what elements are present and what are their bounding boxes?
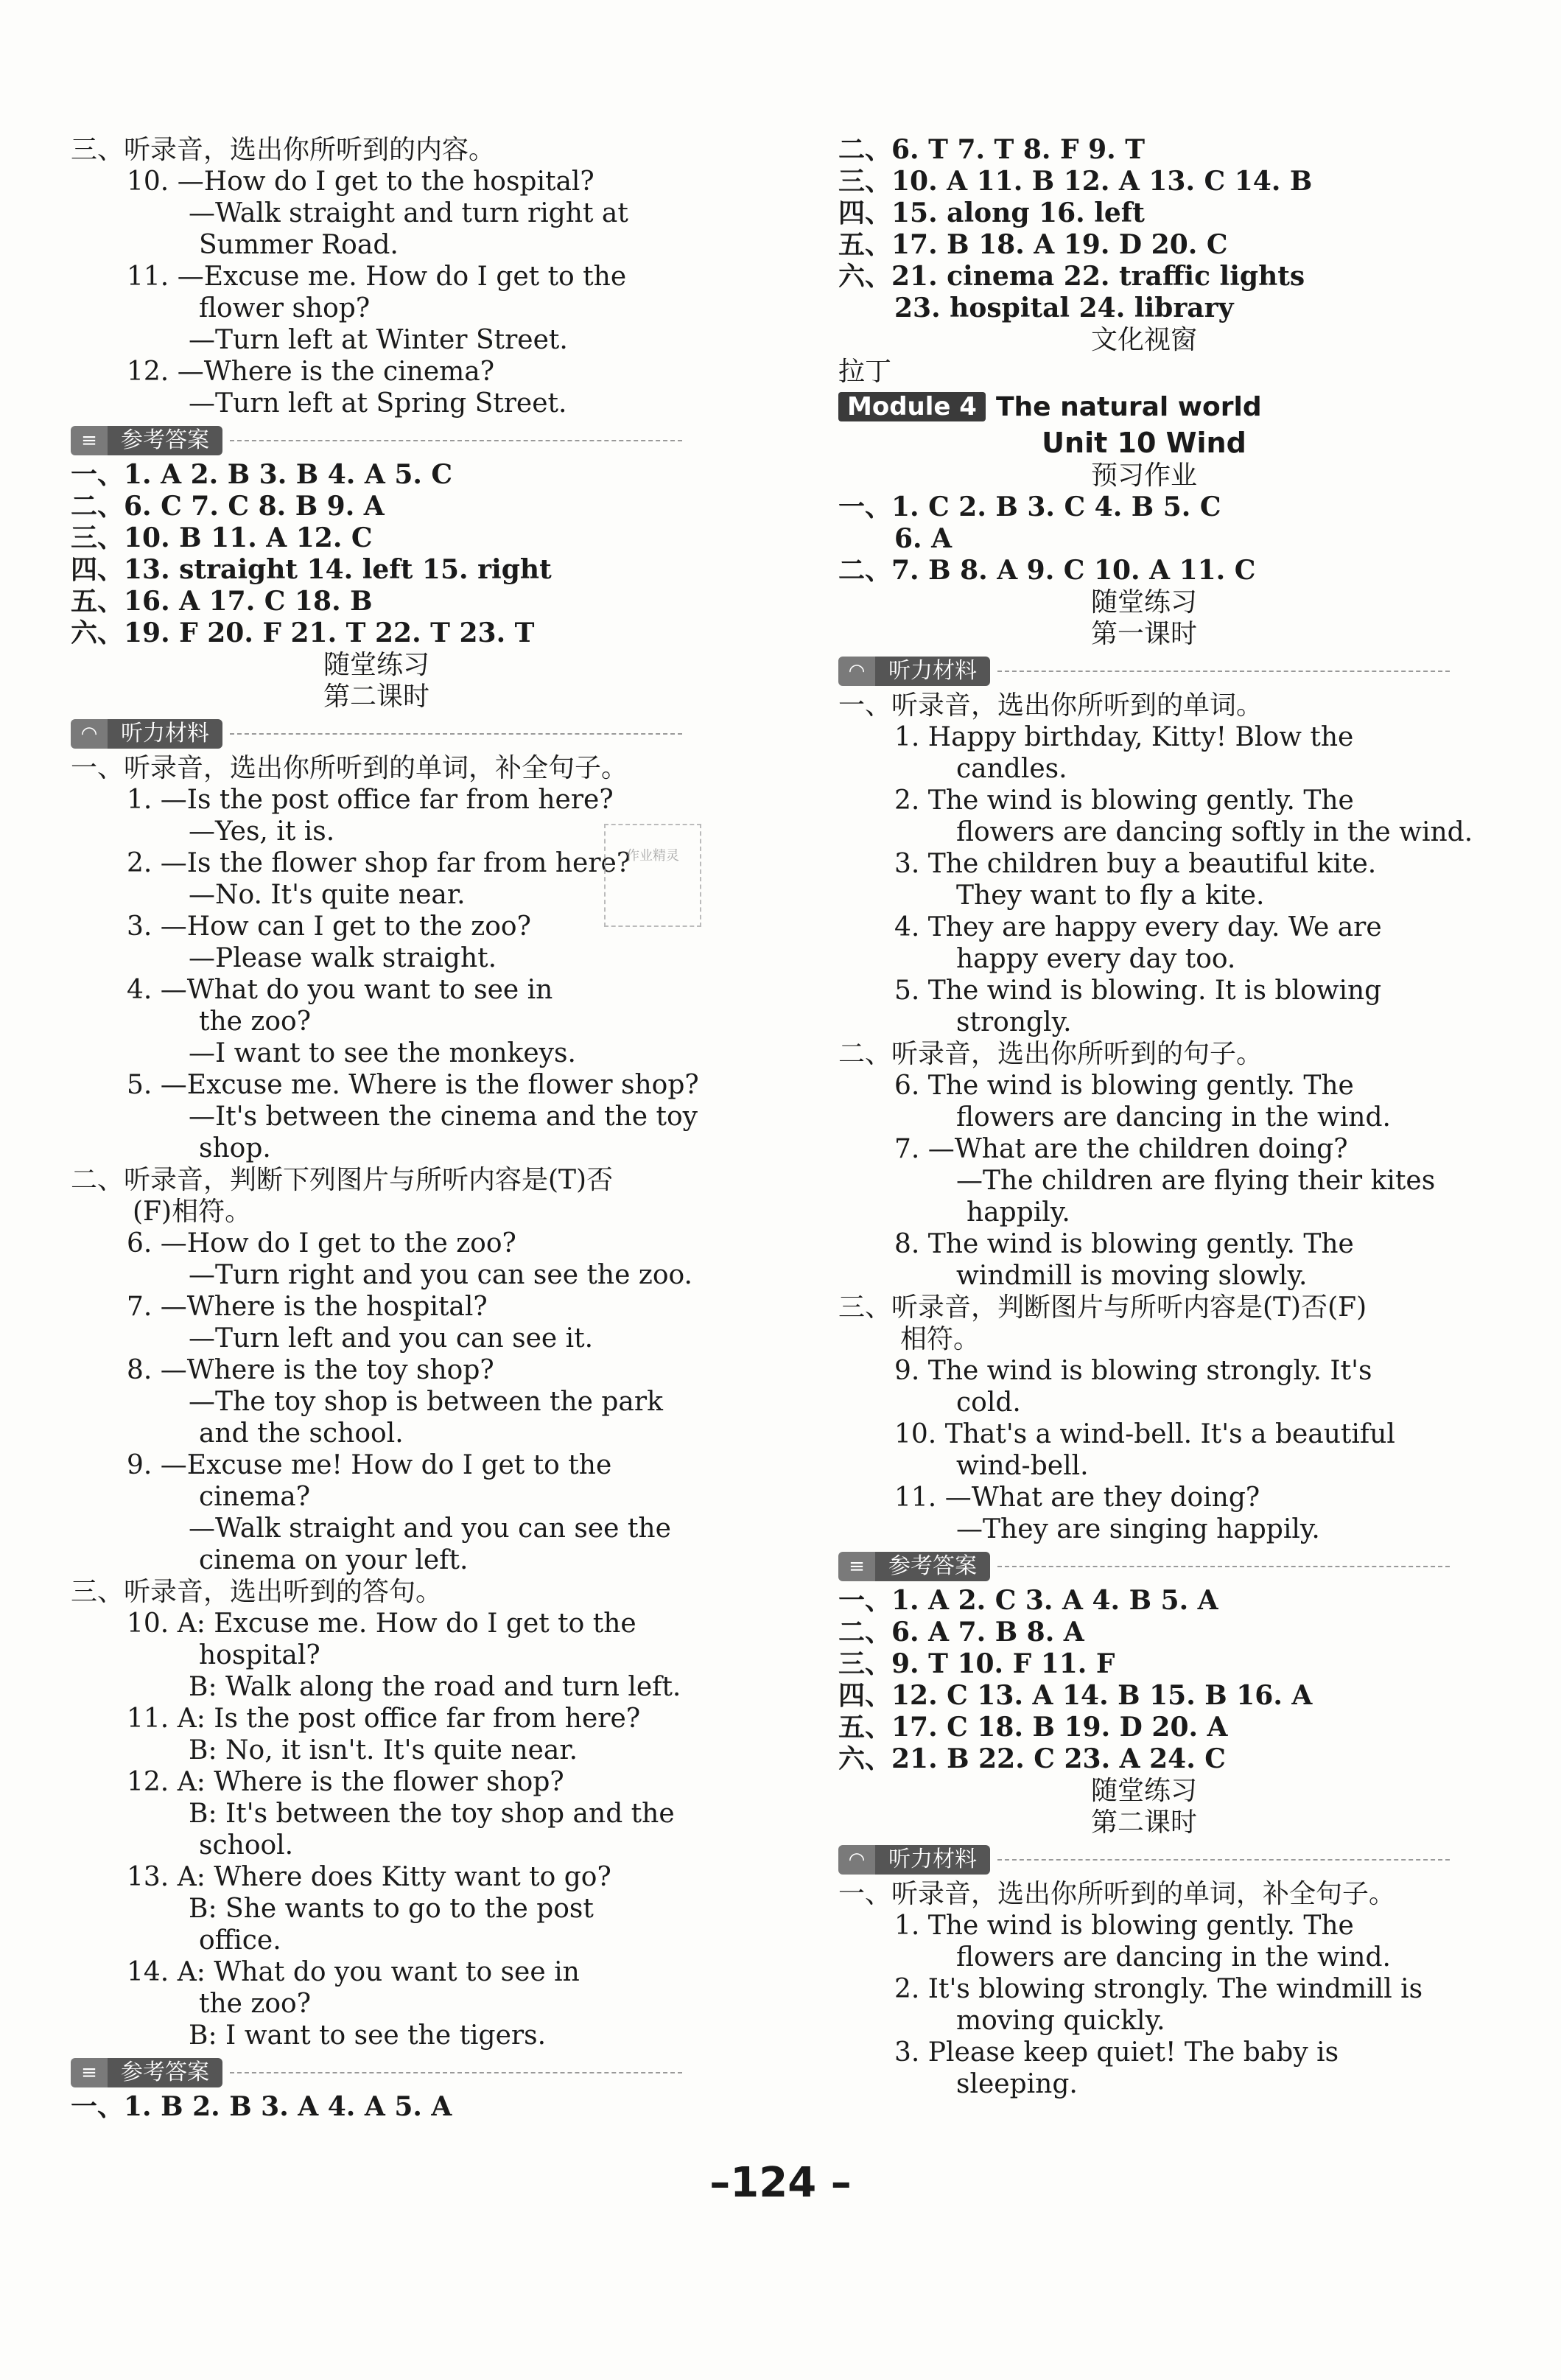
text-line: the zoo? [199,1007,312,1037]
dashed-divider [997,1566,1450,1567]
text-line: 预习作业 [1090,461,1197,491]
text-line: 二、听录音，选出你所听到的句子。 [838,1039,1263,1069]
section-label [838,654,1450,688]
text-line: 3. Please keep quiet! The baby is [894,2037,1339,2068]
text-line: 10. That's a wind-bell. It's a beautiful [894,1419,1395,1449]
text-line: 13. A: Where does Kitty want to go? [127,1862,611,1892]
text-line: 6. —How do I get to the zoo? [127,1228,516,1259]
watermark-stamp [604,824,701,927]
text-line: 四、13. straight 14. left 15. right [71,554,552,585]
section-label-text: 参考答案 [108,2058,222,2087]
text-line: —Please walk straight. [189,943,497,973]
text-line: 四、12. C 13. A 14. B 15. B 16. A [838,1680,1313,1711]
page-number: –124 – [709,2159,852,2207]
text-line: 第二课时 [1090,1807,1197,1838]
text-line: 1. Happy birthday, Kitty! Blow the [894,722,1354,752]
text-line: 三、10. B 11. A 12. C [71,522,373,553]
text-line: 三、听录音，选出听到的答句。 [71,1577,443,1607]
left-column [71,134,699,2123]
text-line: —Yes, it is. [189,816,335,847]
text-line: school. [199,1830,294,1861]
text-line: 11. —Excuse me. How do I get to the [127,262,627,292]
text-line: (F)相符。 [133,1197,252,1227]
text-line: the zoo? [199,1989,312,2019]
text-line: hospital? [199,1640,320,1670]
text-line: flowers are dancing softly in the wind. [956,817,1473,847]
text-line: 三、听录音，选出你所听到的内容。 [71,135,496,165]
dashed-divider [230,2072,682,2073]
section-label [838,1843,1450,1877]
text-line: 一、1. A 2. C 3. A 4. B 5. A [838,1585,1218,1616]
text-line: 第一课时 [1090,619,1197,649]
section-label-text: 听力材料 [108,719,222,749]
text-line: windmill is moving slowly. [956,1261,1308,1291]
text-line: 2. The wind is blowing gently. The [894,785,1354,816]
module-heading [838,389,1450,424]
text-line: moving quickly. [956,2006,1165,2036]
text-line: They want to fly a kite. [956,881,1265,911]
text-line: 10. A: Excuse me. How do I get to the [127,1609,636,1639]
text-line: wind-bell. [956,1451,1089,1481]
text-line: 23. hospital 24. library [894,293,1234,323]
text-line: —Turn left at Winter Street. [189,325,568,355]
text-line: B: No, it isn't. It's quite near. [189,1735,578,1765]
text-line: 拉丁 [838,357,892,387]
text-line: 二、7. B 8. A 9. C 10. A 11. C [838,555,1256,586]
text-line: 二、6. C 7. C 8. B 9. A [71,491,385,522]
text-line: B: She wants to go to the post [189,1894,594,1924]
headphones-icon: ◠ [838,1845,875,1875]
text-line: 1. The wind is blowing gently. The [894,1911,1354,1941]
dashed-divider [230,440,682,441]
text-line: —Walk straight and you can see the [189,1513,671,1544]
text-line: 7. —Where is the hospital? [127,1292,488,1322]
text-line: 一、1. A 2. B 3. B 4. A 5. C [71,459,453,490]
section-label-text: 参考答案 [875,1552,990,1581]
dashed-divider [997,671,1450,672]
text-line: 7. —What are the children doing? [894,1134,1348,1164]
text-line: 五、17. C 18. B 19. D 20. A [838,1712,1228,1743]
dashed-divider [230,733,682,735]
text-line: 一、1. C 2. B 3. C 4. B 5. C [838,491,1221,522]
text-line: —Turn left at Spring Street. [189,388,567,419]
text-line: 四、15. along 16. left [838,197,1145,228]
stamp-text: 作业精灵 [626,848,679,864]
text-line: B: I want to see the tigers. [189,2020,547,2051]
text-line: 随堂练习 [323,650,429,680]
dashed-divider [997,1859,1450,1861]
text-line: 二、6. A 7. B 8. A [838,1617,1084,1648]
text-line: 10. —How do I get to the hospital? [127,167,594,197]
text-line: 随堂练习 [1090,587,1197,617]
text-line: 三、10. A 11. B 12. A 13. C 14. B [838,166,1313,197]
text-line: cinema on your left. [199,1545,469,1575]
text-line: 6. A [894,523,953,554]
module-title: The natural world [995,391,1262,422]
text-line: cinema? [199,1482,311,1512]
text-line: —No. It's quite near. [189,880,466,910]
text-line: 文化视窗 [1090,325,1197,355]
text-line: 9. —Excuse me! How do I get to the [127,1450,612,1480]
text-line: B: It's between the toy shop and the [189,1799,675,1829]
text-line: strongly. [956,1007,1072,1037]
text-line: 一、1. B 2. B 3. A 4. A 5. A [71,2091,452,2122]
text-line: 14. A: What do you want to see in [127,1957,580,1987]
module-badge: Module 4 [838,392,986,421]
text-line: 11. A: Is the post office far from here? [127,1704,641,1734]
text-line: —I want to see the monkeys. [189,1038,576,1068]
answer-icon: ≡ [71,2058,108,2087]
text-line: and the school. [199,1418,404,1449]
text-line: candles. [956,754,1067,784]
section-label [71,424,682,458]
text-line: 六、21. cinema 22. traffic lights [838,261,1305,292]
text-line: —The toy shop is between the park [189,1387,663,1417]
text-line: 二、听录音，判断下列图片与所听内容是(T)否 [71,1165,614,1195]
text-line: 六、21. B 22. C 23. A 24. C [838,1743,1226,1774]
text-line: 1. —Is the post office far from here? [127,785,614,815]
text-line: 第二课时 [323,682,429,712]
section-label-text: 听力材料 [875,657,990,686]
text-line: 随堂练习 [1090,1776,1197,1806]
text-line: 12. —Where is the cinema? [127,357,495,387]
text-line: 4. —What do you want to see in [127,975,553,1005]
text-line: happy every day too. [956,944,1236,974]
text-line: 一、听录音，选出你所听到的单词，补全句子。 [838,1879,1396,1909]
text-line: 2. —Is the flower shop far from here? [127,848,631,878]
text-line: —It's between the cinema and the toy [189,1102,698,1132]
text-line: 2. It's blowing strongly. The windmill is [894,1974,1423,2004]
text-line: sleeping. [956,2069,1078,2099]
section-label [71,717,682,751]
unit-title: Unit 10 Wind [1042,427,1246,459]
text-line: shop. [199,1133,271,1163]
text-line: office. [199,1925,281,1956]
text-line: 六、19. F 20. F 21. T 22. T 23. T [71,617,535,648]
text-line: 12. A: Where is the flower shop? [127,1767,564,1797]
text-line: 11. —What are they doing? [894,1483,1260,1513]
answer-icon: ≡ [838,1552,875,1581]
text-line: 相符。 [900,1324,981,1354]
text-line: 5. The wind is blowing. It is blowing [894,976,1382,1006]
headphones-icon: ◠ [71,719,108,749]
text-line: 8. The wind is blowing gently. The [894,1229,1354,1259]
text-line: 8. —Where is the toy shop? [127,1355,494,1385]
right-column [838,134,1473,2100]
text-line: 五、17. B 18. A 19. D 20. C [838,229,1228,260]
text-line: flowers are dancing in the wind. [956,1942,1391,1973]
text-line: flowers are dancing in the wind. [956,1102,1391,1133]
text-line: 二、6. T 7. T 8. F 9. T [838,134,1145,165]
text-line: —Turn left and you can see it. [189,1323,594,1354]
text-line: 三、听录音，判断图片与所听内容是(T)否(F) [838,1292,1367,1323]
text-line: 9. The wind is blowing strongly. It's [894,1356,1372,1386]
text-line: 一、听录音，选出你所听到的单词。 [838,690,1263,721]
text-line: 3. The children buy a beautiful kite. [894,849,1377,879]
section-label-text: 听力材料 [875,1845,990,1875]
text-line: 一、听录音，选出你所听到的单词，补全句子。 [71,753,628,783]
section-label [71,2056,682,2090]
text-line: —Walk straight and turn right at [189,198,628,228]
text-line: 5. —Excuse me. Where is the flower shop? [127,1070,699,1100]
answer-icon: ≡ [71,426,108,455]
text-line: 4. They are happy every day. We are [894,912,1382,942]
text-line: 3. —How can I get to the zoo? [127,911,531,942]
section-label-text: 参考答案 [108,426,222,455]
text-line: Summer Road. [199,230,399,260]
section-label [838,1550,1450,1583]
text-line: B: Walk along the road and turn left. [189,1672,681,1702]
text-line: —The children are flying their kites [956,1166,1436,1196]
text-line: cold. [956,1387,1021,1418]
headphones-icon: ◠ [838,657,875,686]
text-line: 6. The wind is blowing gently. The [894,1071,1354,1101]
text-line: 三、9. T 10. F 11. F [838,1648,1115,1679]
text-line: 五、16. A 17. C 18. B [71,586,373,617]
text-line: —They are singing happily. [956,1514,1320,1544]
text-line: —Turn right and you can see the zoo. [189,1260,692,1290]
text-line: happily. [967,1197,1070,1228]
text-line: flower shop? [199,293,371,323]
